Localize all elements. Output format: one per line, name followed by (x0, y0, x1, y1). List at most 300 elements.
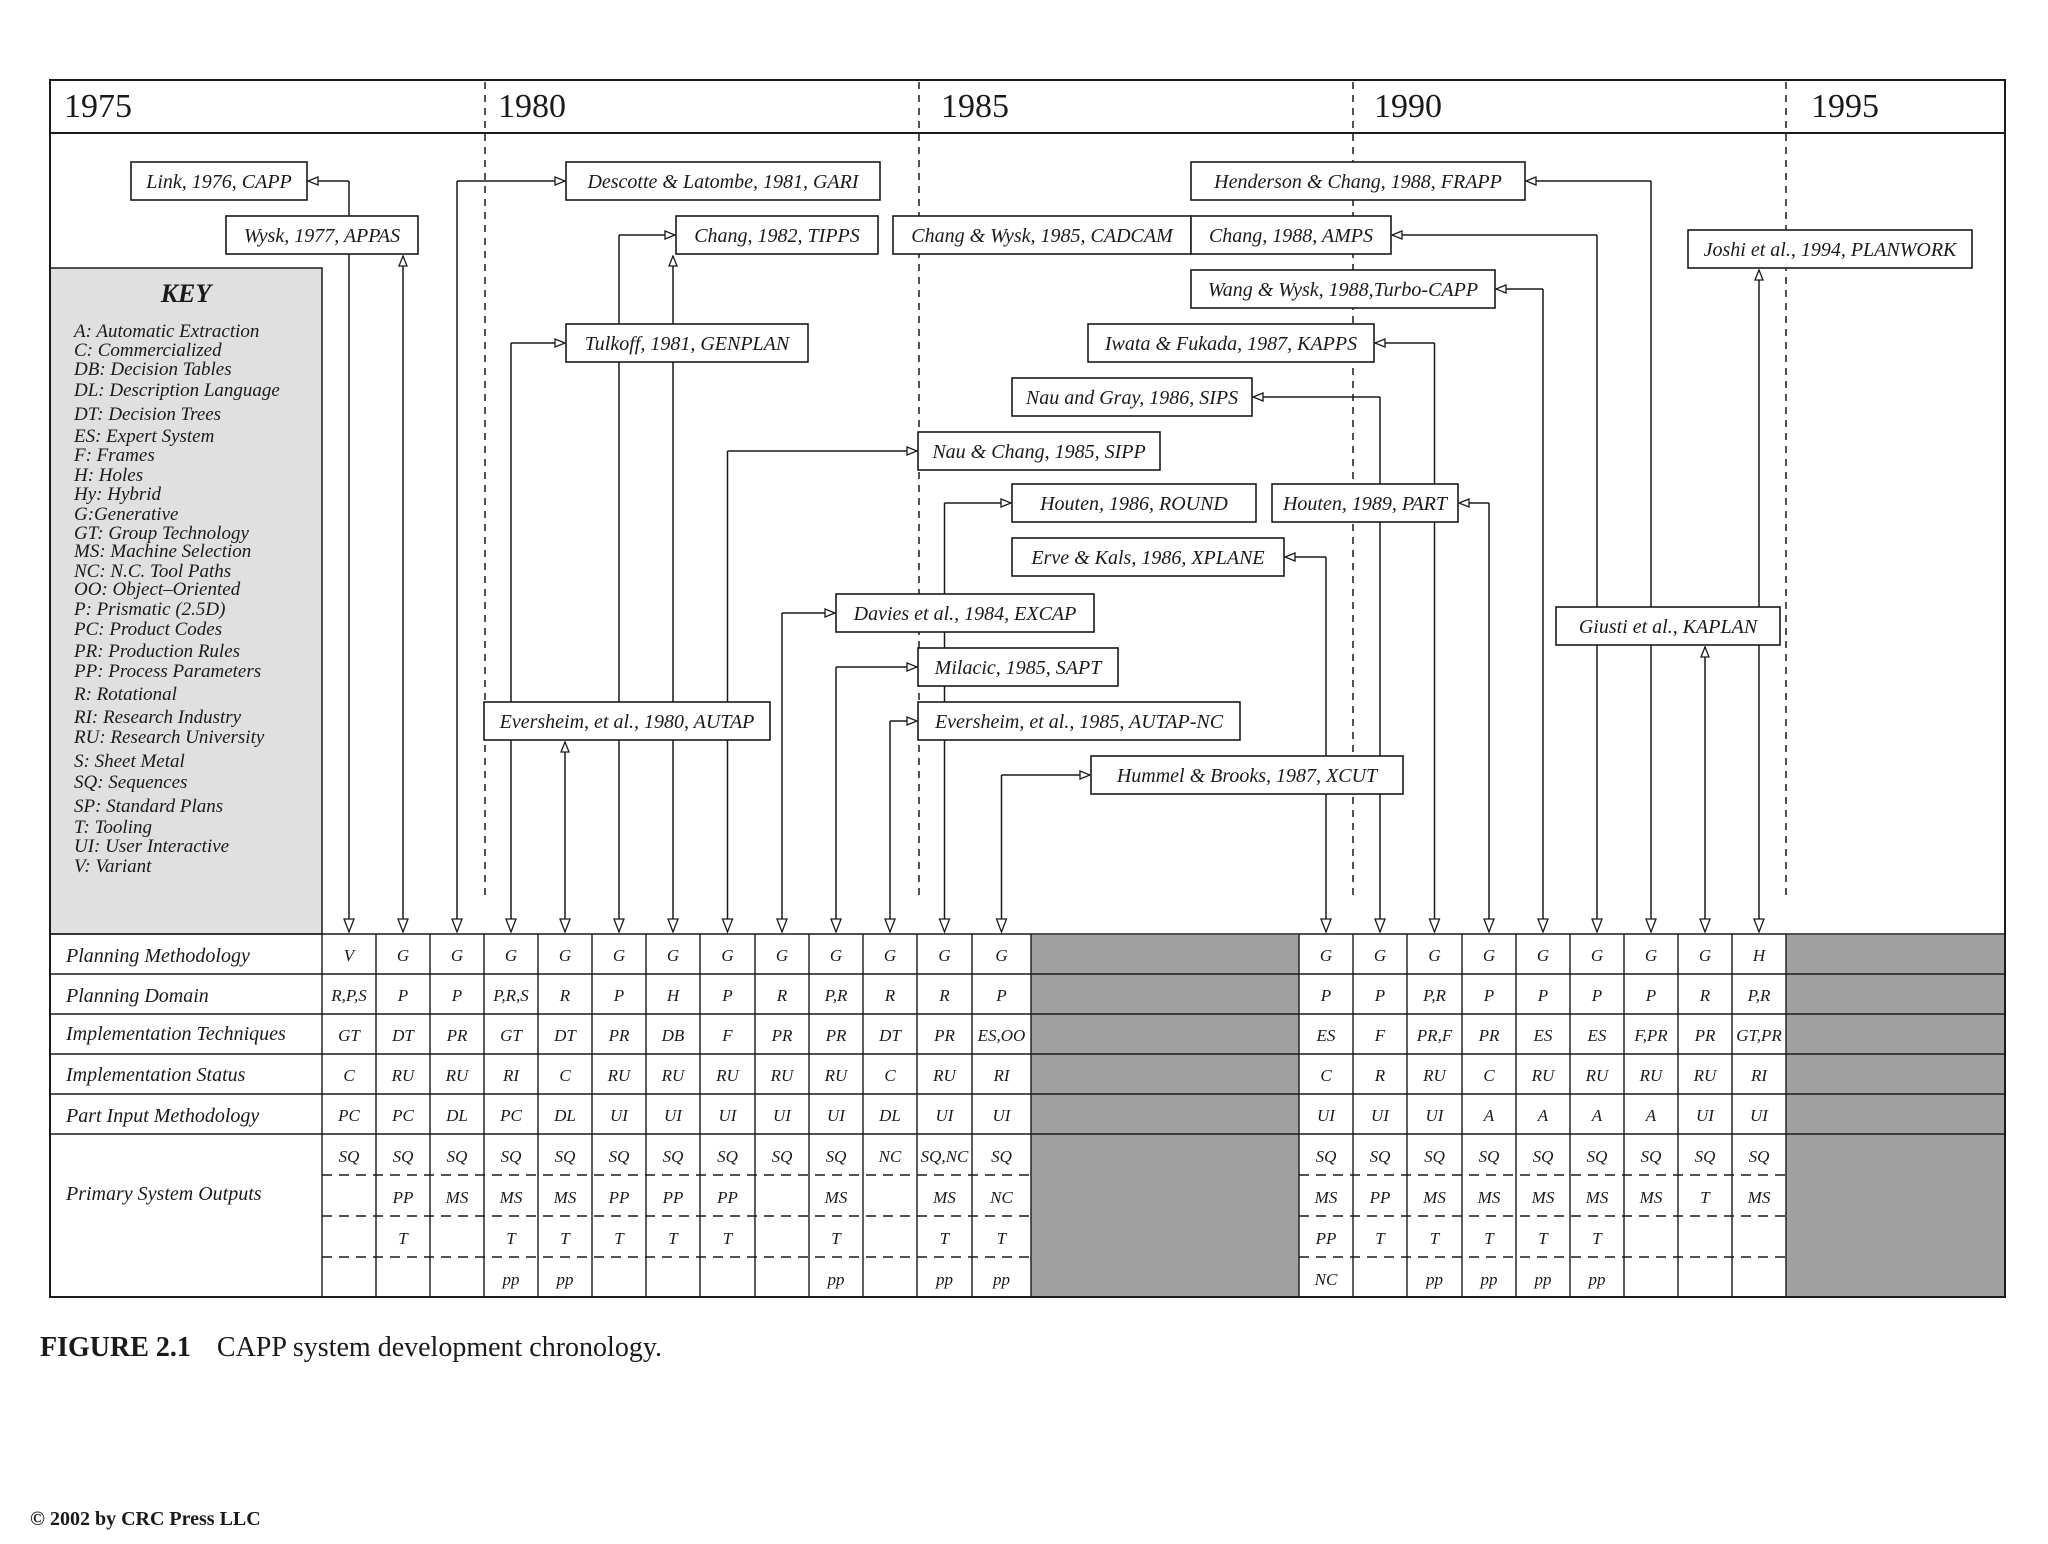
table-cell-output: pp (1480, 1270, 1498, 1289)
table-cell-output: MS (553, 1188, 577, 1207)
table-arrowhead (1646, 919, 1656, 932)
table-cell-output: PP (1315, 1229, 1337, 1248)
table-cell-output: SQ (1694, 1147, 1716, 1166)
table-arrowhead (506, 919, 516, 932)
table-cell: P (722, 986, 733, 1005)
table-cell: C (884, 1066, 896, 1085)
table-arrowhead (831, 919, 841, 932)
system-box-label: Wysk, 1977, APPAS (243, 225, 401, 247)
table-arrowhead (1538, 919, 1548, 932)
table-cell: UI (992, 1106, 1011, 1125)
connector-iwata (1375, 343, 1440, 932)
table-cell-output: NC (990, 1188, 1013, 1207)
table-cell: UI (827, 1106, 845, 1125)
system-box-henderson (1191, 162, 1525, 200)
table-cell: DL (879, 1106, 901, 1125)
table-cell: ES (1533, 1026, 1553, 1045)
table-arrowhead (1321, 919, 1331, 932)
attribute-table (50, 934, 2005, 1297)
table-cell: G (1319, 946, 1333, 965)
table-cell: RU (445, 1066, 469, 1085)
table-cell: UI (1317, 1106, 1335, 1125)
table-cell: RU (933, 1066, 956, 1085)
table-row-label: Primary System Outputs (66, 1183, 262, 1205)
system-box-giusti (1556, 607, 1780, 645)
table-cell-output: T (722, 1229, 733, 1248)
table-cell: RU (824, 1066, 848, 1085)
table-cell: P (996, 986, 1007, 1005)
system-box-chang82 (676, 216, 878, 254)
system-box-label: Nau & Chang, 1985, SIPP (932, 441, 1146, 463)
table-cell-output: SQ (1424, 1147, 1445, 1166)
table-cell-output: PP (717, 1188, 738, 1207)
table-cell-output: pp (556, 1270, 574, 1289)
table-arrowhead (614, 919, 624, 932)
table-cell: P (1537, 986, 1549, 1005)
table-cell: UI (1371, 1106, 1389, 1125)
system-box-label: Milacic, 1985, SAPT (934, 657, 1102, 679)
table-arrowhead (398, 919, 408, 932)
system-box-chang88 (1191, 216, 1391, 254)
table-cell: DT (879, 1026, 901, 1045)
key-entry: PR: Production Rules (74, 641, 241, 662)
table-cell-output: PP (662, 1188, 684, 1207)
copyright-notice: © 2002 by CRC Press LLC (30, 1508, 261, 1530)
table-cell: ES (1587, 1026, 1607, 1045)
table-cell: H (666, 986, 680, 1005)
system-box-naugray (1012, 378, 1252, 416)
table-cell-output: T (1375, 1229, 1385, 1248)
table-arrowhead (1700, 919, 1710, 932)
table-cell: RU (1585, 1066, 1609, 1085)
system-box-label: Chang, 1982, TIPPS (694, 225, 860, 247)
table-cell-output: SQ (1748, 1147, 1770, 1166)
connector-wysk (398, 256, 408, 932)
figure-caption (40, 1332, 662, 1364)
table-cell: DB (661, 1026, 685, 1045)
key-entry: PC: Product Codes (74, 619, 223, 640)
key-entry: DL: Description Language (74, 380, 280, 401)
table-cell: P (397, 986, 409, 1005)
key-entry: G:Generative (74, 504, 179, 525)
key-entry: OO: Object–Oriented (74, 579, 241, 600)
table-cell: PC (338, 1106, 360, 1125)
table-cell: ES (1316, 1026, 1336, 1045)
year-label-1995: 1995 (1811, 88, 1879, 125)
table-cell: RU (661, 1066, 685, 1085)
table-cell-output: T (1700, 1188, 1710, 1207)
table-cell-output: NC (878, 1147, 902, 1166)
table-arrowhead (344, 919, 354, 932)
table-cell-output: MS (824, 1188, 848, 1207)
connector-wangwysk (1496, 289, 1548, 932)
table-cell-output: T (1592, 1229, 1602, 1248)
table-cell-output: MS (499, 1188, 523, 1207)
table-cell-output: SQ (608, 1147, 630, 1166)
table-row-label: Planning Methodology (66, 945, 250, 967)
key-entry: S: Sheet Metal (74, 751, 185, 772)
table-cell: G (1373, 946, 1387, 965)
table-cell: PC (392, 1106, 414, 1125)
table-cell-output: SQ (825, 1147, 847, 1166)
table-cell-output: SQ (1532, 1147, 1554, 1166)
table-cell: P (1320, 986, 1332, 1005)
table-arrowhead (452, 919, 462, 932)
table-cell: RU (391, 1066, 415, 1085)
table-arrowhead (1375, 919, 1385, 932)
key-entry: UI: User Interactive (74, 836, 230, 857)
blank-region-mid (1031, 935, 1299, 1297)
table-cell-output: T (1538, 1229, 1548, 1248)
system-box-label: Houten, 1989, PART (1282, 493, 1448, 515)
table-cell: RI (993, 1066, 1010, 1085)
table-cell: C (343, 1066, 355, 1085)
figure-label: FIGURE 2.1 (40, 1332, 191, 1363)
table-cell-output: PP (608, 1188, 630, 1207)
table-row-label: Planning Domain (66, 985, 209, 1007)
table-cell: RI (1750, 1066, 1768, 1085)
table-cell: R (1699, 986, 1711, 1005)
system-box-joshi (1688, 230, 1972, 268)
table-cell-output: NC (1314, 1270, 1338, 1289)
connector-naugray (1253, 397, 1385, 932)
connector-eversheim85 (885, 721, 917, 932)
connector-davies (777, 613, 835, 932)
table-cell-output: T (939, 1229, 950, 1248)
table-cell-output: SQ (500, 1147, 522, 1166)
table-cell-output: SQ (1586, 1147, 1608, 1166)
table-cell-output: SQ (771, 1147, 793, 1166)
connector-hummel (997, 775, 1091, 932)
key-entry: RU: Research University (74, 727, 265, 748)
table-cell-output: T (614, 1229, 624, 1248)
table-cell-output: SQ,NC (920, 1147, 969, 1166)
table-cell: PC (500, 1106, 522, 1125)
table-cell-output: MS (1477, 1188, 1501, 1207)
table-cell: V (343, 946, 355, 965)
table-cell: RU (1531, 1066, 1555, 1085)
key-entry: A: Automatic Extraction (74, 321, 260, 342)
table-cell: R (884, 986, 896, 1005)
key-entry: DT: Decision Trees (74, 404, 222, 425)
table-cell-output: T (996, 1229, 1007, 1248)
table-cell: R (776, 986, 788, 1005)
system-box-eversheim85 (918, 702, 1240, 740)
system-box-link (131, 162, 307, 200)
table-cell: F,PR (1634, 1026, 1668, 1045)
connector-tulkoff (506, 343, 565, 932)
table-cell: C (559, 1066, 571, 1085)
table-arrowhead (1484, 919, 1494, 932)
table-cell: H (1752, 946, 1766, 965)
table-cell: F (1374, 1026, 1386, 1045)
key-entry: H: Holes (74, 465, 144, 486)
table-cell: RU (1639, 1066, 1663, 1085)
system-box-milacic (918, 648, 1118, 686)
table-arrowhead (777, 919, 787, 932)
blank-region-right (1786, 935, 2005, 1297)
table-cell: R (939, 986, 950, 1005)
table-cell-output: SQ (991, 1147, 1012, 1166)
table-cell: GT,PR (1736, 1026, 1782, 1045)
table-cell: G (1482, 946, 1496, 965)
key-entry: Hy: Hybrid (74, 484, 162, 505)
system-box-label: Erve & Kals, 1986, XPLANE (1031, 547, 1265, 569)
connector-milacic (831, 667, 917, 932)
table-cell: PR (446, 1026, 468, 1045)
key-entry: DB: Decision Tables (74, 359, 232, 380)
table-cell: PR (934, 1026, 955, 1045)
system-box-label: Joshi et al., 1994, PLANWORK (1703, 239, 1957, 261)
key-entry: RI: Research Industry (74, 707, 242, 728)
table-cell: PR (771, 1026, 793, 1045)
table-cell: PR (1694, 1026, 1716, 1045)
table-cell: C (1320, 1066, 1332, 1085)
key-entry: V: Variant (74, 856, 152, 877)
table-cell: UI (773, 1106, 791, 1125)
table-cell: G (1644, 946, 1658, 965)
system-box-tulkoff (566, 324, 808, 362)
table-cell: G (938, 946, 951, 965)
system-box-label: Link, 1976, CAPP (146, 171, 292, 193)
key-entry: P: Prismatic (2.5D) (74, 599, 226, 620)
table-arrowhead (940, 919, 950, 932)
table-cell: P,R,S (493, 986, 529, 1005)
table-cell: C (1483, 1066, 1495, 1085)
system-box-changwysk (893, 216, 1191, 254)
table-cell: P,R (1747, 986, 1771, 1005)
system-box-descotte (566, 162, 880, 200)
table-cell: RU (1423, 1066, 1446, 1085)
system-box-label: Eversheim, et al., 1980, AUTAP (499, 711, 755, 733)
table-arrowhead (723, 919, 733, 932)
system-box-davies (836, 594, 1094, 632)
table-cell: A (1645, 1106, 1657, 1125)
table-cell: UI (1425, 1106, 1444, 1125)
connector-giusti (1700, 647, 1710, 932)
table-row-label: Implementation Status (66, 1064, 246, 1086)
system-box-eversheim80 (484, 702, 770, 740)
system-box-label: Wang & Wysk, 1988,Turbo-CAPP (1207, 279, 1479, 301)
table-cell: G (775, 946, 789, 965)
table-cell: UI (718, 1106, 737, 1125)
key-title: KEY (160, 279, 212, 308)
system-box-label: Descotte & Latombe, 1981, GARI (587, 171, 859, 193)
table-cell-output: T (560, 1229, 570, 1248)
table-cell-output: pp (936, 1270, 953, 1289)
key-entry: C: Commercialized (74, 340, 222, 361)
table-cell: PR (825, 1026, 847, 1045)
table-cell: RU (1693, 1066, 1717, 1085)
table-cell-output: SQ (392, 1147, 414, 1166)
system-box-wysk (226, 216, 418, 254)
table-cell: A (1483, 1106, 1495, 1125)
table-cell-output: PP (392, 1188, 414, 1207)
table-cell-output: pp (502, 1270, 520, 1289)
table-row-label: Implementation Techniques (66, 1023, 286, 1045)
table-cell: DL (554, 1106, 576, 1125)
key-entry: F: Frames (74, 445, 155, 466)
table-cell-output: SQ (446, 1147, 468, 1166)
table-cell-output: T (398, 1229, 408, 1248)
table-row-label: Part Input Methodology (66, 1105, 260, 1127)
connector-nauchang (723, 451, 918, 932)
table-cell-output: SQ (338, 1147, 360, 1166)
table-cell: G (1428, 946, 1441, 965)
table-cell: DL (446, 1106, 468, 1125)
table-cell: P (1645, 986, 1657, 1005)
table-cell-output: T (1429, 1229, 1440, 1248)
system-box-label: Henderson & Chang, 1988, FRAPP (1214, 171, 1502, 193)
table-cell: P (1591, 986, 1603, 1005)
system-box-nauchang (918, 432, 1160, 470)
table-cell: A (1537, 1106, 1549, 1125)
table-cell: RU (607, 1066, 631, 1085)
table-arrowhead (668, 919, 678, 932)
table-cell: G (558, 946, 572, 965)
key-entry: R: Rotational (74, 684, 177, 705)
table-cell: P,R (1423, 986, 1446, 1005)
system-box-label: Eversheim, et al., 1985, AUTAP-NC (934, 711, 1224, 733)
table-cell: G (1536, 946, 1550, 965)
system-box-label: Tulkoff, 1981, GENPLAN (584, 333, 790, 355)
key-entry: PP: Process Parameters (74, 661, 262, 682)
system-box-label: Chang, 1988, AMPS (1208, 225, 1374, 247)
system-box-houten89 (1272, 484, 1458, 522)
table-cell-output: SQ (662, 1147, 684, 1166)
year-label-1985: 1985 (941, 88, 1009, 125)
table-cell: A (1591, 1106, 1603, 1125)
table-cell-output: pp (1588, 1270, 1606, 1289)
system-box-houten86 (1012, 484, 1256, 522)
table-cell-output: MS (1639, 1188, 1663, 1207)
table-cell-output: SQ (1369, 1147, 1391, 1166)
table-cell: G (504, 946, 518, 965)
key-entry: MS: Machine Selection (74, 541, 252, 562)
table-cell: G (666, 946, 680, 965)
table-cell: P (1374, 986, 1386, 1005)
table-cell: DT (392, 1026, 414, 1045)
table-cell-output: SQ (1640, 1147, 1662, 1166)
table-cell-output: T (506, 1229, 516, 1248)
system-boxes (131, 162, 1972, 794)
key-entry: SQ: Sequences (74, 772, 188, 793)
year-label-1990: 1990 (1374, 88, 1442, 125)
table-cell-output: pp (827, 1270, 845, 1289)
system-box-label: Chang & Wysk, 1985, CADCAM (911, 225, 1173, 247)
table-cell-output: pp (1534, 1270, 1552, 1289)
key-entry: NC: N.C. Tool Paths (74, 561, 232, 582)
table-cell-output: pp (1426, 1270, 1443, 1289)
table-cell-output: SQ (1478, 1147, 1500, 1166)
table-cell: UI (664, 1106, 682, 1125)
connector-houten89 (1459, 503, 1494, 932)
table-cell-output: T (1484, 1229, 1494, 1248)
table-cell: P (1483, 986, 1495, 1005)
key-entry: GT: Group Technology (74, 523, 249, 544)
system-box-label: Iwata & Fukada, 1987, KAPPS (1104, 333, 1358, 355)
table-cell: P (451, 986, 463, 1005)
system-box-label: Davies et al., 1984, EXCAP (853, 603, 1077, 625)
table-cell: RU (770, 1066, 794, 1085)
table-cell: PR (608, 1026, 630, 1045)
table-cell-output: PP (1369, 1188, 1391, 1207)
table-cell-output: MS (1531, 1188, 1555, 1207)
year-label-1975: 1975 (64, 88, 132, 125)
table-cell: UI (610, 1106, 628, 1125)
connector-descotte (452, 181, 565, 932)
table-cell: ES,OO (977, 1026, 1026, 1045)
table-cell-output: SQ (1315, 1147, 1337, 1166)
table-cell: UI (935, 1106, 954, 1125)
key-entry: T: Tooling (74, 817, 152, 838)
system-box-hummel (1091, 756, 1403, 794)
table-cell: G (396, 946, 410, 965)
table-arrowhead (1430, 919, 1440, 932)
table-cell: R (559, 986, 571, 1005)
table-cell-output: SQ (717, 1147, 738, 1166)
table-cell-output: MS (933, 1188, 956, 1207)
connector-eversheim80 (560, 742, 570, 932)
table-cell-output: pp (993, 1270, 1010, 1289)
key-entry: SP: Standard Plans (74, 796, 224, 817)
table-cell: UI (1696, 1106, 1714, 1125)
table-arrowhead (1754, 919, 1764, 932)
table-cell: G (1590, 946, 1604, 965)
system-box-label: Hummel & Brooks, 1987, XCUT (1116, 765, 1378, 787)
table-cell-output: MS (1585, 1188, 1609, 1207)
table-cell: F (722, 1026, 733, 1045)
figure-caption-text: CAPP system development chronology. (216, 1332, 663, 1363)
table-cell: P (613, 986, 625, 1005)
table-cell-output: MS (445, 1188, 469, 1207)
table-cell-output: MS (1747, 1188, 1771, 1207)
system-box-wangwysk (1191, 270, 1495, 308)
table-cell: R,P,S (331, 986, 367, 1005)
year-label-1980: 1980 (498, 88, 566, 125)
key-entry: ES: Expert System (74, 426, 215, 447)
connector-joshi (1754, 270, 1764, 932)
table-arrowhead (885, 919, 895, 932)
table-cell: DT (554, 1026, 576, 1045)
connector-erve (1285, 557, 1331, 932)
table-cell: G (1698, 946, 1712, 965)
table-arrowhead (560, 919, 570, 932)
table-cell-output: MS (1423, 1188, 1446, 1207)
table-cell: PR (1478, 1026, 1500, 1045)
table-cell: G (612, 946, 626, 965)
table-cell: RU (716, 1066, 739, 1085)
connector-henderson (1526, 181, 1656, 932)
table-cell: GT (500, 1026, 522, 1045)
table-arrowhead (997, 919, 1007, 932)
table-cell: R (1374, 1066, 1386, 1085)
table-cell: GT (338, 1026, 360, 1045)
system-box-label: Houten, 1986, ROUND (1040, 493, 1228, 515)
table-cell-output: SQ (554, 1147, 576, 1166)
table-cell-output: MS (1314, 1188, 1338, 1207)
table-cell: PR,F (1416, 1026, 1453, 1045)
system-box-label: Nau and Gray, 1986, SIPS (1025, 387, 1239, 409)
table-cell: UI (1750, 1106, 1768, 1125)
table-cell-output: T (668, 1229, 678, 1248)
system-box-iwata (1088, 324, 1374, 362)
table-arrowhead (1592, 919, 1602, 932)
system-box-label: Giusti et al., KAPLAN (1578, 616, 1758, 638)
system-box-erve (1012, 538, 1284, 576)
table-cell: RI (502, 1066, 520, 1085)
table-cell: G (450, 946, 464, 965)
